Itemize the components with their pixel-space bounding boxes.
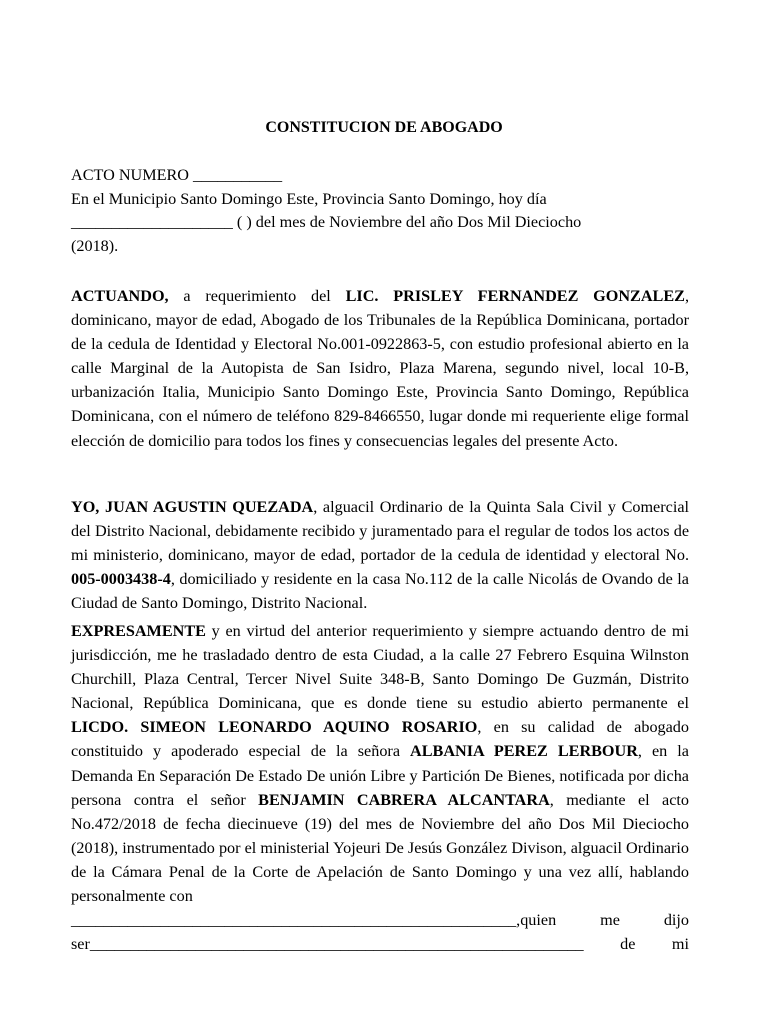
act-header: [71, 164, 688, 258]
recipient-name-blank[interactable]: _______________________________________________________: [71, 911, 517, 930]
paragraph-expresamente: [71, 619, 689, 956]
alguacil-text-1: , alguacil Ordinario de la Quinta Sala Civil y Comercial del Distrito Nacional, debidamente recibido y juramentado para el regular de todos los actos de mi ministerio, dominicano, mayor de edad, portador de la cedula de identidad y electoral No.: [71, 498, 689, 565]
date-line-2-text: ( ) del mes de Noviembre del año Dos Mil Dieciocho: [232, 213, 582, 231]
expresamente-text-4: , mediante el acto No.472/2018 de fecha diecinueve (19) del mes de Noviembre del año Dos Mil Dieciocho (2018), instrumentado por el ministerial Yojeuri De Jesús González Divison, alguacil Ordinario de la Cámara Penal de la Corte de Apelación de Santo Domingo y una vez allí, hablando personalmente con: [71, 790, 689, 906]
day-blank[interactable]: ____________________: [71, 213, 233, 231]
lawyer-name: LIC. PRISLEY FERNANDEZ GONZALEZ: [345, 287, 685, 305]
bailiff-name: YO, JUAN AGUSTIN QUEZADA: [71, 498, 314, 516]
expresamente-text-3: , en la Demanda En Separación De Estado De unión Libre y Partición De Bienes, notificada por dicha persona contra el señor: [71, 742, 689, 809]
date-line-2: [71, 211, 688, 235]
date-line-3: (2018).: [71, 236, 119, 255]
date-line-1: En el Municipio Santo Domingo Este, Provincia Santo Domingo, hoy día: [71, 189, 547, 208]
plaintiff-name: ALBANIA PEREZ LERBOUR: [410, 742, 638, 761]
actuando-text-1: a requerimiento del: [168, 287, 346, 305]
paragraph-alguacil: [71, 495, 689, 615]
blank-line-1: [71, 908, 689, 932]
alguacil-text-2: , domiciliado y residente en la casa No.112 de la calle Nicolás de Ovando de la Ciudad de Santo Domingo, Distrito Nacional.: [71, 570, 689, 613]
act-number-blank[interactable]: ___________: [193, 166, 283, 184]
blank-line-2-suffix: de mi: [583, 935, 689, 954]
actuando-text-2: , dominicano, mayor de edad, Abogado de los Tribunales de la República Dominicana, portador de la cedula de Identidad y Electoral No.001-0922863-5, con estudio profesional abierto en la calle Marginal de la Autopista de San Isidro, Plaza Marena, segundo nivel, local 10-B, urbanización Italia, Municipio Santo Domingo Este, Provincia Santo Domingo, República Dominicana, con el número de teléfono 829-8466550, lugar donde mi requeriente elige formal elección de domicilio para todos los fines y consecuencias legales del presente Acto.: [71, 287, 689, 450]
recipient-role-blank[interactable]: _____________________________________________________________: [89, 935, 584, 954]
expresamente-text-2: , en su calidad de abogado constituido y apoderado especial de la señora: [71, 718, 689, 761]
blank-line-2-prefix: ser: [71, 935, 90, 954]
expresamente-heading: EXPRESAMENTE: [71, 622, 206, 640]
attorney-name: LICDO. SIMEON LEONARDO AQUINO ROSARIO: [71, 718, 478, 737]
act-number-line: [71, 164, 688, 188]
act-number-label: ACTO NUMERO: [71, 166, 189, 184]
defendant-name: BENJAMIN CABRERA ALCANTARA: [258, 790, 550, 809]
bailiff-id: 005-0003438-4: [71, 570, 171, 589]
blank-line-2: [71, 932, 689, 956]
document-title: CONSTITUCION DE ABOGADO: [265, 119, 503, 136]
blank-line-1-text: ,quien me dijo: [516, 911, 689, 930]
expresamente-text-1: y en virtud del anterior requerimiento y siempre actuando dentro de mi jurisdicción, me he trasladado dentro de esta Ciudad, a la calle 27 Febrero Esquina Wilnston Churchill, Plaza Central, Tercer Nivel Suite 348-B, Santo Domingo De Guzmán, Distrito Nacional, República Dominicana, que es donde tiene su estudio abierto permanente el: [71, 622, 689, 713]
paragraph-actuando: [71, 284, 689, 453]
actuando-heading: ACTUANDO,: [71, 287, 169, 305]
